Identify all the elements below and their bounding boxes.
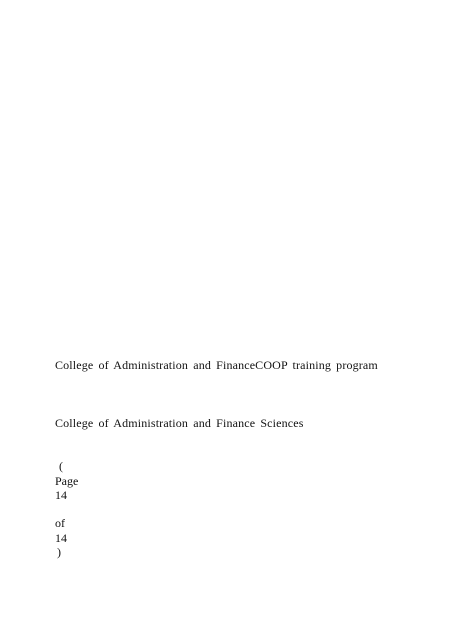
page-indicator-open-paren: ( (59, 459, 63, 473)
page-indicator-page-word: Page (55, 474, 79, 488)
subtitle-line: College of Administration and Finance Sciences (55, 416, 304, 430)
page-indicator-total: 14 (55, 531, 67, 545)
header-line: College of Administration and FinanceCOOP training program (55, 358, 378, 372)
page-indicator-of-word: of (55, 516, 65, 530)
page-indicator-current: 14 (55, 488, 67, 502)
page-indicator-close-paren: ) (57, 545, 61, 559)
